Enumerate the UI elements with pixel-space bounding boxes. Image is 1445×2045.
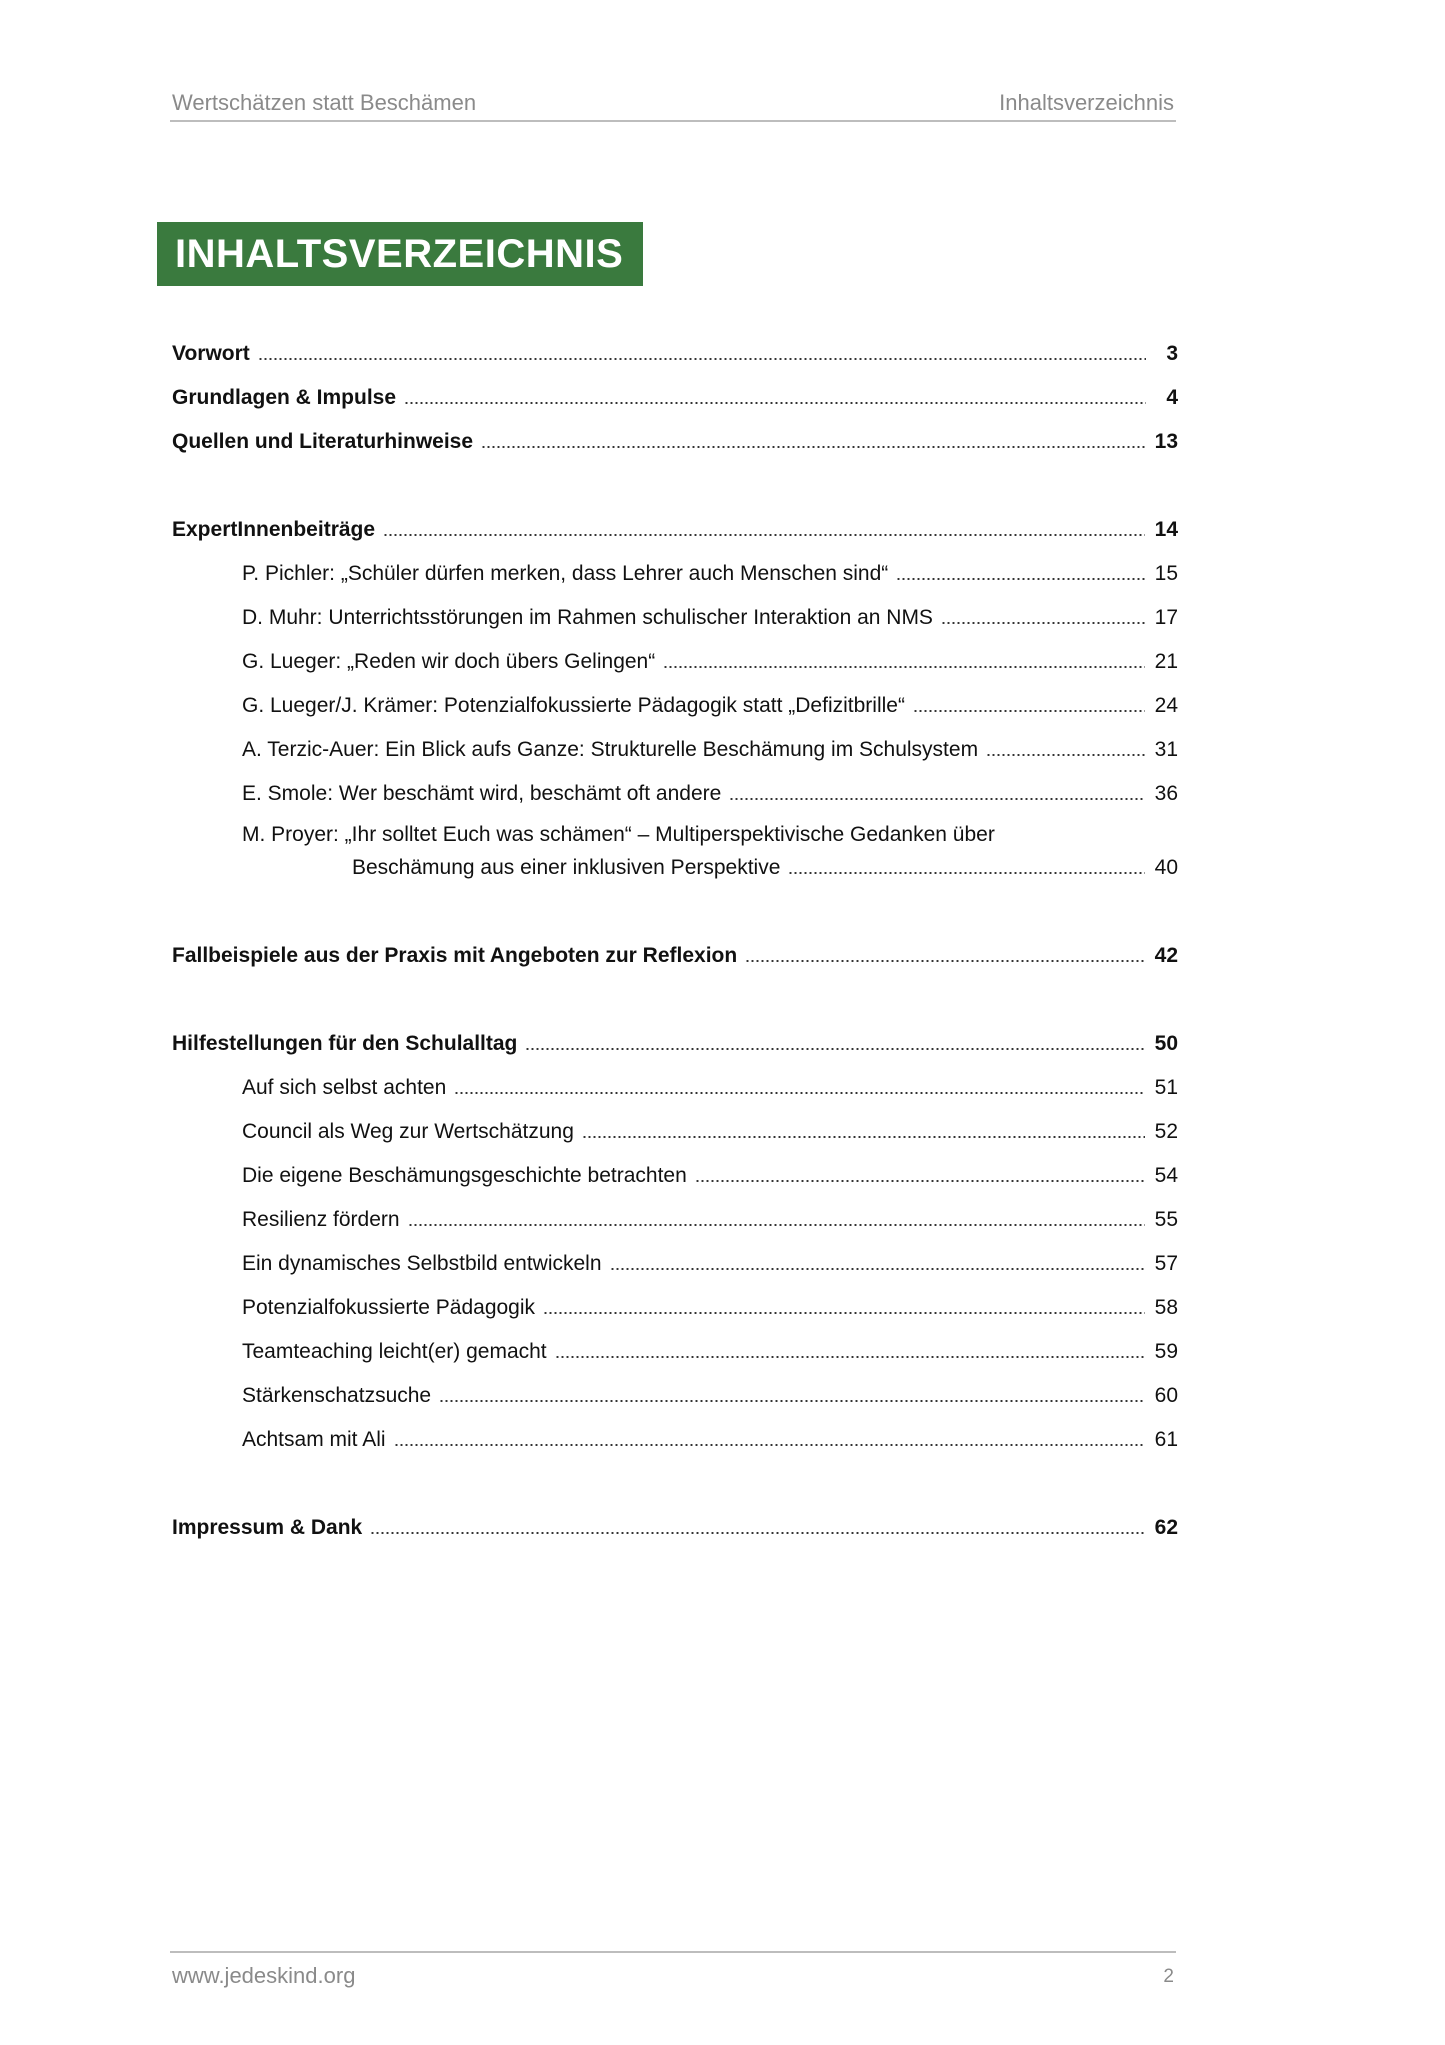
toc-entry-page: 31 <box>1154 738 1178 761</box>
dot-leader <box>788 872 1144 874</box>
toc-entry-title: Potenzialfokussierte Pädagogik <box>242 1296 536 1319</box>
dot-leader <box>394 1444 1145 1446</box>
running-header <box>170 86 1176 122</box>
toc-entry-page: 57 <box>1154 1252 1178 1275</box>
dot-leader <box>454 1092 1144 1094</box>
table-of-contents <box>172 336 1178 1554</box>
dot-leader <box>404 402 1146 404</box>
toc-entry-title: Fallbeispiele aus der Praxis mit Angeboten zur Reflexion <box>172 944 738 967</box>
dot-leader <box>383 534 1145 536</box>
section-gap <box>172 468 1178 512</box>
toc-entry-title: Vorwort <box>172 342 250 365</box>
toc-entry-page: 61 <box>1154 1428 1178 1451</box>
header-section-title: Inhaltsverzeichnis <box>999 90 1174 115</box>
section-gap <box>172 894 1178 938</box>
toc-entry-pichler[interactable] <box>172 556 1178 600</box>
toc-entry-title: ExpertInnenbeiträge <box>172 518 376 541</box>
dot-leader <box>408 1224 1145 1226</box>
toc-entry-title: Ein dynamisches Selbstbild entwickeln <box>242 1252 602 1275</box>
toc-entry-title: M. Proyer: „Ihr solltet Euch was schämen“ – Multiperspektivische Gedanken über <box>242 823 995 846</box>
dot-leader <box>258 358 1146 360</box>
dot-leader <box>896 578 1144 580</box>
toc-entry-terzic-auer[interactable] <box>172 732 1178 776</box>
toc-entry-title: Teamteaching leicht(er) gemacht <box>242 1340 547 1363</box>
toc-entry-auf-sich-selbst-achten[interactable] <box>172 1070 1178 1114</box>
toc-entry-page: 51 <box>1154 1076 1178 1099</box>
dot-leader <box>729 798 1144 800</box>
header-document-title: Wertschätzen statt Beschämen <box>172 90 477 115</box>
dot-leader <box>439 1400 1145 1402</box>
toc-entry-title: Auf sich selbst achten <box>242 1076 447 1099</box>
toc-entry-page: 62 <box>1154 1516 1178 1539</box>
toc-entry-selbstbild[interactable] <box>172 1246 1178 1290</box>
toc-entry-title: G. Lueger: „Reden wir doch übers Gelingen“ <box>242 650 656 673</box>
toc-entry-page: 40 <box>1154 856 1178 879</box>
toc-entry-title-continued: Beschämung aus einer inklusiven Perspektive <box>352 856 781 879</box>
toc-entry-title: P. Pichler: „Schüler dürfen merken, dass Lehrer auch Menschen sind“ <box>242 562 889 585</box>
toc-entry-page: 14 <box>1154 518 1178 541</box>
toc-entry-title: E. Smole: Wer beschämt wird, beschämt oft andere <box>242 782 722 805</box>
toc-entry-muhr[interactable] <box>172 600 1178 644</box>
toc-heading: INHALTSVERZEICHNIS <box>157 222 643 286</box>
toc-entry-page: 21 <box>1154 650 1178 673</box>
dot-leader <box>543 1312 1145 1314</box>
toc-entry-title: Hilfestellungen für den Schulalltag <box>172 1032 518 1055</box>
toc-entry-smole[interactable] <box>172 776 1178 820</box>
toc-entry-title: G. Lueger/J. Krämer: Potenzialfokussierte Pädagogik statt „Defizitbrille“ <box>242 694 905 717</box>
toc-entry-title: Achtsam mit Ali <box>242 1428 386 1451</box>
toc-entry-proyer[interactable] <box>172 820 1178 894</box>
dot-leader <box>913 710 1145 712</box>
toc-entry-council[interactable] <box>172 1114 1178 1158</box>
dot-leader <box>663 666 1144 668</box>
toc-entry-title: Council als Weg zur Wertschätzung <box>242 1120 574 1143</box>
dot-leader <box>986 754 1145 756</box>
toc-entry-page: 3 <box>1166 342 1178 365</box>
toc-entry-vorwort[interactable] <box>172 336 1178 380</box>
dot-leader <box>582 1136 1145 1138</box>
toc-entry-page: 52 <box>1154 1120 1178 1143</box>
toc-entry-page: 55 <box>1154 1208 1178 1231</box>
toc-entry-title: Impressum & Dank <box>172 1516 363 1539</box>
toc-entry-page: 54 <box>1154 1164 1178 1187</box>
toc-entry-lueger-kraemer[interactable] <box>172 688 1178 732</box>
toc-entry-achtsam-mit-ali[interactable] <box>172 1422 1178 1466</box>
toc-entry-resilienz[interactable] <box>172 1202 1178 1246</box>
toc-entry-title: Grundlagen & Impulse <box>172 386 397 409</box>
toc-entry-page: 15 <box>1154 562 1178 585</box>
dot-leader <box>941 622 1145 624</box>
toc-entry-title: A. Terzic-Auer: Ein Blick aufs Ganze: Strukturelle Beschämung im Schulsystem <box>242 738 979 761</box>
section-gap <box>172 1466 1178 1510</box>
toc-entry-grundlagen[interactable] <box>172 380 1178 424</box>
toc-entry-title: Die eigene Beschämungsgeschichte betrachten <box>242 1164 687 1187</box>
toc-entry-page: 50 <box>1154 1032 1178 1055</box>
dot-leader <box>525 1048 1144 1050</box>
section-gap <box>172 982 1178 1026</box>
toc-entry-title: Quellen und Literaturhinweise <box>172 430 474 453</box>
running-footer <box>170 1951 1176 1993</box>
toc-entry-lueger[interactable] <box>172 644 1178 688</box>
toc-entry-title: D. Muhr: Unterrichtsstörungen im Rahmen schulischer Interaktion an NMS <box>242 606 933 629</box>
toc-entry-page: 42 <box>1154 944 1178 967</box>
dot-leader <box>745 960 1144 962</box>
dot-leader <box>555 1356 1145 1358</box>
dot-leader <box>481 446 1145 448</box>
toc-entry-page: 60 <box>1154 1384 1178 1407</box>
toc-entry-hilfestellungen[interactable] <box>172 1026 1178 1070</box>
footer-page-number: 2 <box>1163 1966 1174 1987</box>
toc-entry-fallbeispiele[interactable] <box>172 938 1178 982</box>
toc-entry-expertinnenbeitraege[interactable] <box>172 512 1178 556</box>
toc-entry-impressum[interactable] <box>172 1510 1178 1554</box>
toc-entry-page: 36 <box>1154 782 1178 805</box>
toc-entry-title: Resilienz fördern <box>242 1208 400 1231</box>
toc-entry-page: 17 <box>1154 606 1178 629</box>
toc-entry-staerkenschatzsuche[interactable] <box>172 1378 1178 1422</box>
toc-entry-page: 58 <box>1154 1296 1178 1319</box>
dot-leader <box>370 1532 1144 1534</box>
dot-leader <box>610 1268 1145 1270</box>
toc-entry-quellen[interactable] <box>172 424 1178 468</box>
toc-entry-teamteaching[interactable] <box>172 1334 1178 1378</box>
toc-entry-beschaemungsgeschichte[interactable] <box>172 1158 1178 1202</box>
footer-website[interactable]: www.jedeskind.org <box>172 1963 356 1988</box>
toc-entry-potenzialfokussierte-paedagogik[interactable] <box>172 1290 1178 1334</box>
dot-leader <box>695 1180 1145 1182</box>
toc-entry-page: 4 <box>1166 386 1178 409</box>
toc-entry-title: Stärkenschatzsuche <box>242 1384 432 1407</box>
toc-entry-page: 24 <box>1154 694 1178 717</box>
toc-entry-page: 59 <box>1154 1340 1178 1363</box>
toc-entry-page: 13 <box>1154 430 1178 453</box>
